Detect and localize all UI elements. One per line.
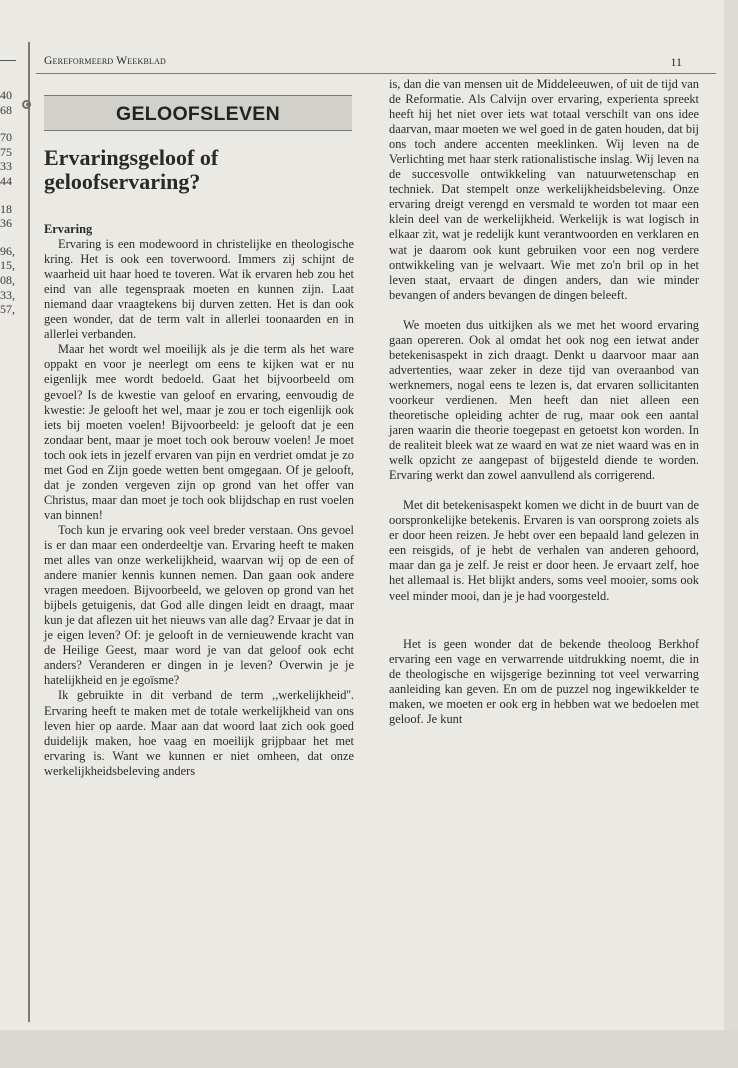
adjacent-page-margin <box>0 88 22 317</box>
gutter-line <box>28 42 30 1022</box>
margin-number: 70 <box>0 130 12 145</box>
paragraph: Maar het wordt wel moeilijk als je die term als het ware oppakt en voor je neerlegt om eens te kijken wat er nu eigenlijk mee wordt bedoeld. Gaat het bijvoorbeeld om gevoel? Is de kwestie van geloof en ervaring, eenvoudig de kwestie: Je gelooft het wel, maar je zou er toch eigenlijk ook iets bij moeten voelen! Bijvoorbeeld: je gelooft dat je een zondaar bent, maar je moet toch ook berouw voelen! Je moet toch ook iets in jezelf ervaren van pijn en verdriet omdat je zo met God en Zijn goede wetten bent omgegaan. Of je gelooft, dat je zonden vergeven zijn op grond van het offer van Christus, maar dan moet je toch ook blijdschap en rust voelen van binnen! <box>44 342 354 522</box>
section-title: GELOOFSLEVEN <box>116 103 280 125</box>
section-banner <box>44 95 352 131</box>
margin-number: 36 <box>0 216 12 231</box>
margin-number: 18 <box>0 201 12 216</box>
header-rule <box>36 73 716 74</box>
running-head: Gereformeerd Weekblad <box>44 55 167 67</box>
margin-number: 96, <box>0 243 15 258</box>
paragraph: Met dit betekenisaspekt komen we dicht in de buurt van de oorspronkelijke betekenis. Ervaren is van oorsprong zoiets als er door heen reizen. Je hebt over een bepaald land gelezen in een reisgids, of je hebt de verhalen van anderen gehoord, maar dan ga je zelf. Je reist er door heen. Je ervaart zelf, hoe het allemaal is. Het blijkt anders, soms veel mooier, soms ook veel minder mooi, dan je je had voorgesteld. <box>389 498 699 603</box>
paragraph: is, dan die van mensen uit de Middeleeuwen, of uit de tijd van de Reformatie. Als Calvijn over ervaring, experienta spreekt heeft hij het niet over iets wat totaal verschilt van ons idee daarvan, maar moeten we wel goed in de gaten houden, dat bij ons toch andere accenten meeklinken. Wij leven na de Verlichting met haar sterk rationalistische inslag. Wij leven na de succesvolle ontwikkeling van natuurwetenschap en techniek. Dat stempelt onze werkelijkheidsbeleving. Onze ervaring dreigt verengd en versmald te worden tot maar een klein deel van de werkelijkheid. Werkelijk is wat logisch in elkaar zit, wat je redelijk kunt verantwoorden en verklaren en wat je daarom ook kunt gebruiken voor een nog verdere ontwikkeling van je welvaart. Wie met zo'n bril op in het leven staat, ervaart de dingen anders, dan wie minder bevangen of anders bevangen de dingen beleeft. <box>389 77 699 302</box>
left-column <box>44 222 354 779</box>
margin-number: 57, <box>0 302 15 317</box>
paragraph: Ik gebruikte in dit verband de term ,,werkelijkheid''. Ervaring heeft te maken met de totale werkelijkheid van ons leven hier op aarde. Maar aan dat woord laat zich ook goed duidelijk maken, hoe vaag en moeilijk grijpbaar het met ervaring is. Want we kunnen er niet omheen, dat onze werkelijkheidsbeleving anders <box>44 688 354 778</box>
margin-number: 33 <box>0 159 12 174</box>
paragraph: We moeten dus uitkijken als we met het woord ervaring gaan opereren. Ook al omdat het ook nog een ietwat ander betekenisaspekt in zich draagt. Denkt u daarvoor maar aan advertenties, waar zeker in deze tijd van overaanbod van werknemers, nogal eens te lezen is, dat ervaren sollicitanten voorkeur verdienen. Men heeft dan niet alleen een theoretische opleiding achter de rug, maar ook een aantal jaren waarin die theorie toegepast en getoetst kon worden. In de realiteit bleek wat ze waard en wat ze niet waard was en in welk opzicht ze aangepast of bijgesteld diende te worden. Ervaring werkt dan zowel aanvullend als corrigerend. <box>389 317 699 483</box>
article-title: Ervaringsgeloof of geloofservaring? <box>44 145 219 194</box>
paragraph: Toch kun je ervaring ook veel breder verstaan. Ons gevoel is er dan maar een onderdeeltje van. Ervaring heeft te maken met alles van onze werkelijkheid, waarvan wij op de een of andere manier kennis kunnen nemen. Dan gaan ook andere vragen meedoen. Bijvoorbeeld, we geloven op grond van het bijbels getuigenis, dat God alle dingen leidt en draagt, maar kun je dat aflezen uit het nieuws van alle dag? Ervaar je dat in je eigen leven? Of: je gelooft in de vernieuwende kracht van de Heilige Geest, maar word je van dat geloof ook echt anders? Veranderen er dingen in je leven? Overwin je je hatelijkheid en je egoïsme? <box>44 522 354 688</box>
margin-dash <box>0 60 16 61</box>
article-subheading: Ervaring <box>44 222 93 236</box>
page-shadow-bottom <box>0 1030 738 1068</box>
right-column <box>389 77 699 727</box>
margin-number: 40 <box>0 88 12 102</box>
page-shadow-right <box>724 0 738 1068</box>
margin-number: 33, <box>0 287 15 302</box>
page-number: 11 <box>670 55 682 69</box>
margin-number: 15, <box>0 258 15 273</box>
margin-number: 44 <box>0 173 12 188</box>
binding-hole <box>22 100 31 109</box>
margin-number: 75 <box>0 144 12 159</box>
paragraph: Ervaring is een modewoord in christelijke en theologische kring. Het is ook een toverwoord. Immers zij schijnt de waarheid uit haar hoed te toveren. Wat ik ervaren heb zou het eind van alle tegenspraak moeten en kunnen zijn. Laat niemand daar vraagtekens bij durven zetten. Het is dan ook geen wonder, dat de term valt in allerlei toonaarden en in allerlei verbanden. <box>44 237 354 342</box>
margin-number: 68 <box>0 102 12 117</box>
margin-number: 08, <box>0 272 15 287</box>
paragraph: Het is geen wonder dat de bekende theoloog Berkhof ervaring een vage en verwarrende uitdrukking noemt, die in de theologische en wijsgerige bezinning tot veel verwarring aanleiding kan geven. En om de puzzel nog ingewikkelder te maken, we moeten er ook erg in hebben wat we bedoelen met geloof. Je kunt <box>389 636 699 726</box>
